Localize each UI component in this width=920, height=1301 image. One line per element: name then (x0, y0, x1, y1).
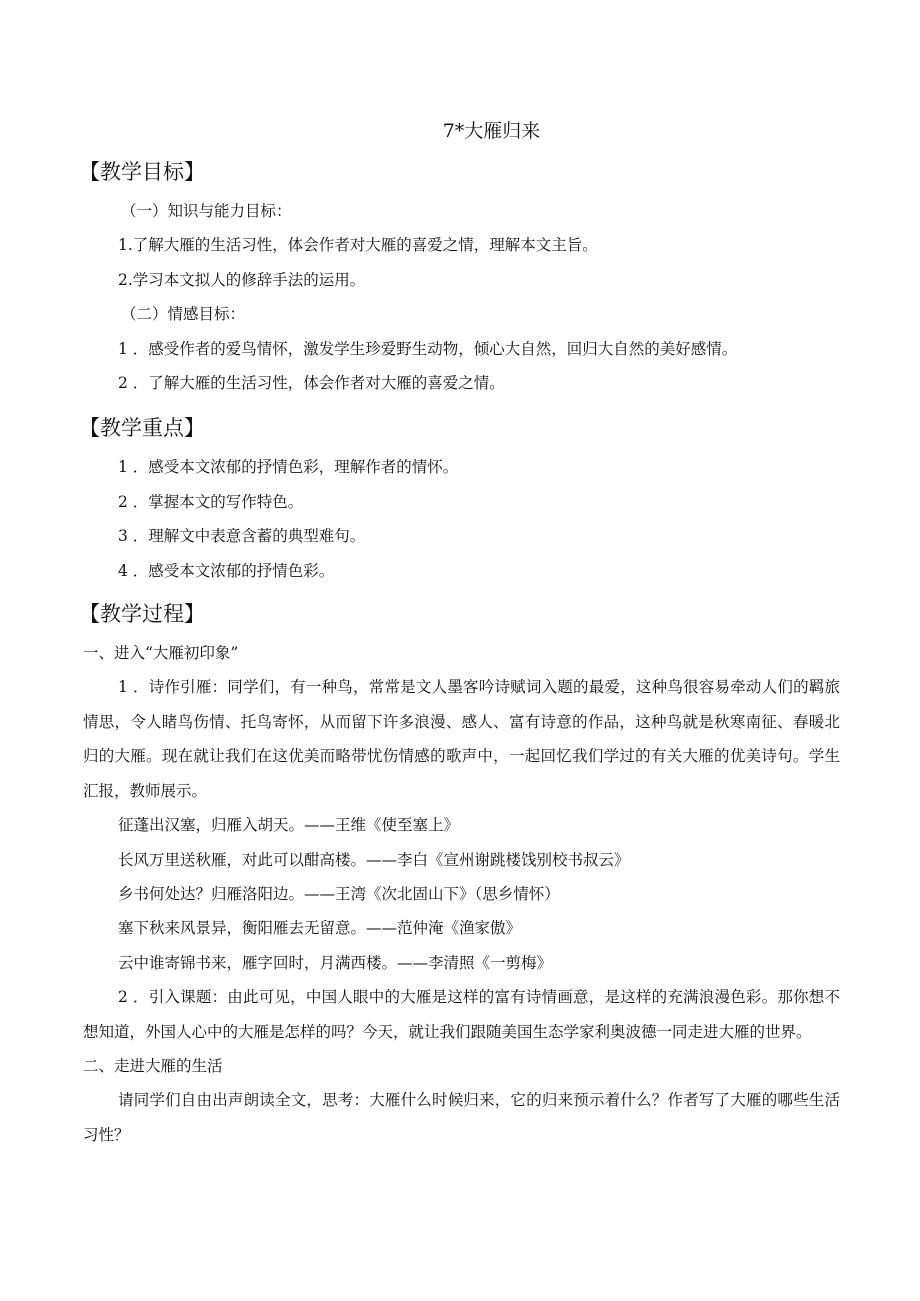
part-heading: 一、进入“大雁初印象” (83, 644, 239, 663)
list-item: 1 ．感受本文浓郁的抒情色彩，理解作者的情怀。 (118, 458, 459, 477)
document-page (79, 112, 840, 1152)
list-item: 3 ．理解文中表意含蓄的典型难句。 (118, 527, 366, 546)
list-item: 2 ．掌握本文的写作特色。 (118, 492, 304, 511)
section-heading-objectives: 【教学目标】 (79, 160, 205, 184)
part-heading: 二、走进大雁的生活 (83, 1056, 223, 1075)
subheading: （一）知识与能力目标： (121, 202, 292, 220)
list-item: 1.了解大雁的生活习性，体会作者对大雁的喜爱之情，理解本文主旨。 (118, 236, 598, 255)
poem-line: 长风万里送秋雁，对此可以酣高楼。——李白《宣州谢跳楼饯别校书叔云》 (118, 850, 630, 869)
document-title: 7*大雁归来 (442, 120, 541, 142)
paragraph: 1 ．诗作引雁：同学们，有一种鸟，常常是文人墨客吟诗赋词入题的最爱，这种鸟很容易牵动人们的羁旅情思，令人睹鸟伤情、托鸟寄怀，从而留下许多浪漫、感人、富有诗意的作品，这种鸟就是秋寒南征、春暖北归的大雁。现在就让我们在这优美而略带忧伤情感的歌声中，一起回忆我们学过的有关大雁的优美诗句。学生汇报，教师展示。 (83, 678, 840, 800)
subheading: （二）情感目标： (121, 305, 246, 324)
section-heading-key-points: 【教学重点】 (79, 416, 205, 441)
list-item: 2.学习本文拟人的修辞手法的运用。 (118, 270, 366, 289)
paragraph: 2 ．引入课题：由此可见，中国人眼中的大雁是这样的富有诗情画意，是这样的充满浪漫色彩。那你想不想知道，外国人心中的大雁是怎样的吗？今天，就让我们跟随美国生态学家利奥波德一同走进大雁的世界。 (83, 988, 840, 1041)
poem-line: 塞下秋来风景异，衡阳雁去无留意。——范仲淹《渔家傲》 (118, 919, 522, 938)
list-item: 2 ．了解大雁的生活习性，体会作者对大雁的喜爱之情。 (118, 374, 505, 393)
list-item: 4 ．感受本文浓郁的抒情色彩。 (118, 561, 335, 580)
paragraph: 请同学们自由出声朗读全文，思考：大雁什么时候归来，它的归来预示着什么？作者写了大雁的哪些生活习性？ (83, 1091, 840, 1144)
poem-line: 云中谁寄锦书来，雁字回时，月满西楼。——李清照《一剪梅》 (118, 953, 553, 972)
list-item: 1 ．感受作者的爱鸟情怀，激发学生珍爱野生动物，倾心大自然，回归大自然的美好感情。 (118, 339, 738, 358)
poem-line: 乡书何处达？归雁洛阳边。——王湾《次北固山下》（思乡情怀） (118, 884, 560, 903)
section-heading-process: 【教学过程】 (79, 602, 205, 627)
poem-line: 征蓬出汉塞，归雁入胡天。——王维《使至塞上》 (118, 816, 460, 835)
